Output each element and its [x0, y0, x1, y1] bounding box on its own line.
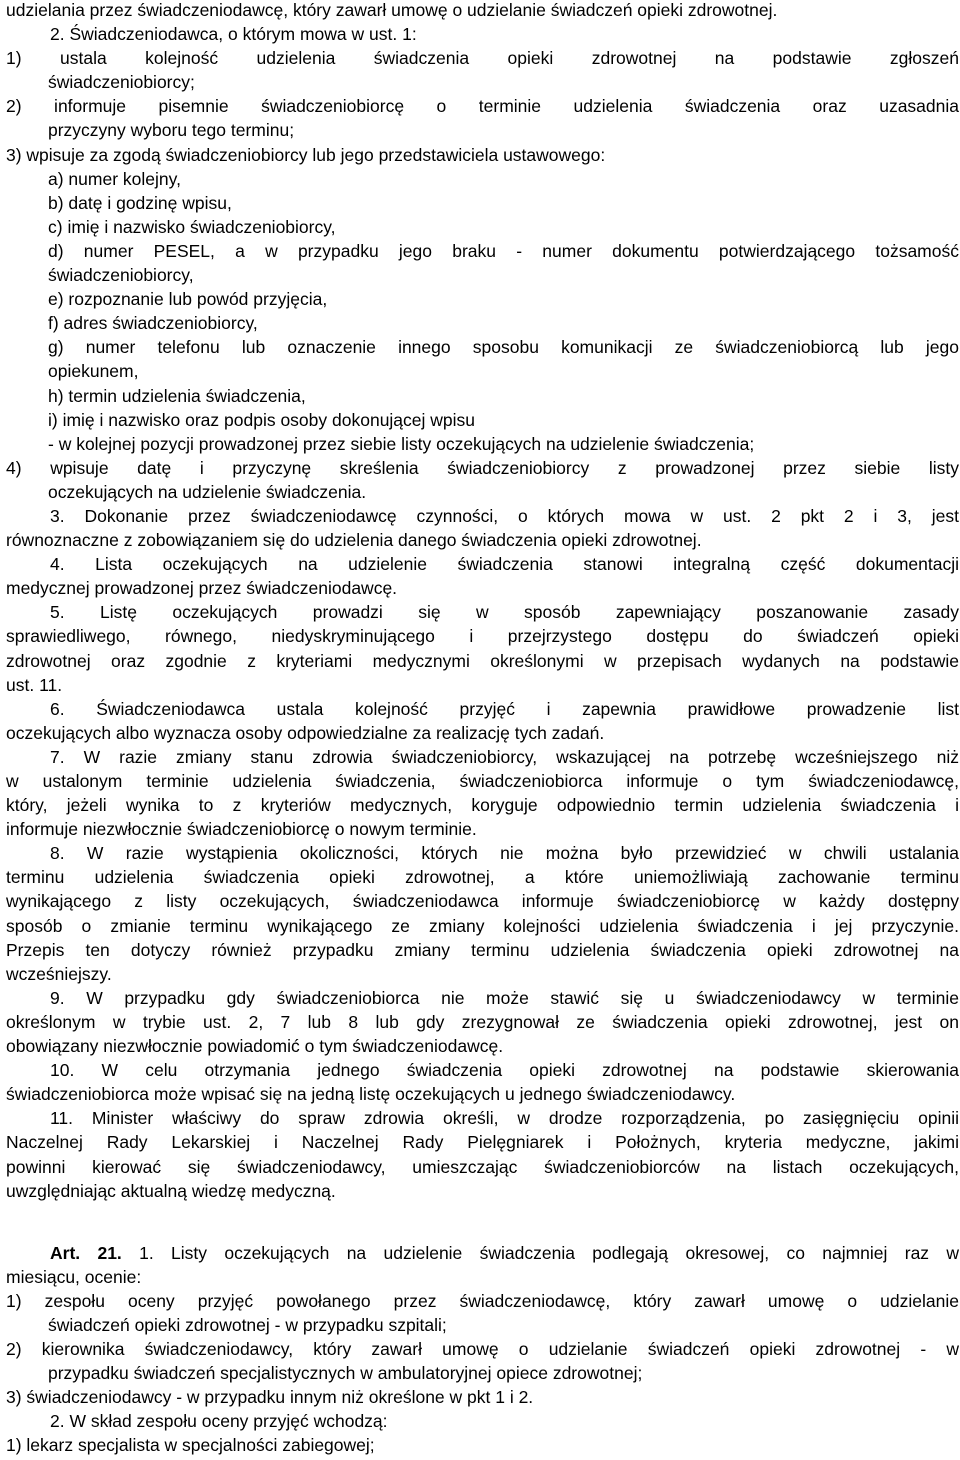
text-line: Przepis ten dotyczy również przypadku zmiany terminu udzielenia świadczenia opieki zdrowotnej na	[6, 939, 959, 960]
list-item: 4) wpisuje datę i przyczynę skreślenia świadczeniobiorcy z prowadzonej przez siebie listy	[6, 457, 959, 478]
sub-list-item: d) numer PESEL, a w przypadku jego braku - numer dokumentu potwierdzającego tożsamość	[48, 240, 959, 261]
text-line: wynikającego z listy oczekujących, świadczeniodawca informuje świadczeniobiorcę w każdy dostępny	[6, 891, 959, 912]
paragraph-first-line: 7. W razie zmiany stanu zdrowia świadczeniobiorcy, wskazującej na potrzebę wcześniejszego niż	[50, 746, 959, 767]
text-line: terminu udzielenia świadczenia opieki zdrowotnej, a które uniemożliwiają zachowanie terminu	[6, 867, 959, 888]
list-item: 2) informuje pisemnie świadczeniobiorcę o terminie udzielenia świadczenia oraz uzasadnia	[6, 96, 959, 117]
text-line: Naczelnej Rady Lekarskiej i Naczelnej Rady Pielęgniarek i Położnych, kryteria medyczne, jakimi	[6, 1132, 959, 1153]
text-line: obowiązany niezwłocznie powiadomić o tym świadczeniodawcę.	[6, 1036, 504, 1057]
paragraph-first-line: 9. W przypadku gdy świadczeniobiorca nie może stawić się u świadczeniodawcy w terminie	[50, 987, 959, 1008]
list-item-continuation: świadczeń opieki zdrowotnej - w przypadku szpitali;	[48, 1314, 447, 1335]
sub-list-item: i) imię i nazwisko oraz podpis osoby dokonującej wpisu	[48, 409, 476, 430]
text-line: uwzględniając aktualną wiedzę medyczną.	[6, 1180, 336, 1201]
article-text: 1. Listy oczekujących na udzielenie świadczenia podlegają okresowej, co najmniej raz w	[121, 1242, 960, 1263]
sub-list-item: b) datę i godzinę wpisu,	[48, 192, 232, 213]
list-item: 1) zespołu oceny przyjęć powołanego przez świadczeniodawcę, który zawarł umowę o udzielanie	[6, 1290, 959, 1311]
list-item-continuation: przyczyny wyboru tego terminu;	[48, 120, 295, 141]
paragraph-first-line: 3. Dokonanie przez świadczeniodawcę czynności, o których mowa w ust. 2 pkt 2 i 3, jest	[50, 505, 959, 526]
sub-list-item: g) numer telefonu lub oznaczenie innego sposobu komunikacji ze świadczeniobiorcą lub jego	[48, 337, 959, 358]
paragraph-first-line: 11. Minister właściwy do spraw zdrowia określi, w drodze rozporządzenia, po zasięgnięciu opinii	[50, 1108, 959, 1129]
text-line: powinni kierować się świadczeniodawcy, umieszczając świadczeniobiorców na listach oczekujących,	[6, 1156, 959, 1177]
sub-list-item: h) termin udzielenia świadczenia,	[48, 385, 306, 406]
paragraph-heading: 2. Świadczeniodawca, o którym mowa w ust. 1:	[50, 24, 417, 45]
text-line: który, jeżeli wynika to z kryteriów medycznych, koryguje odpowiednio termin udzielenia świadczenia i	[6, 795, 959, 816]
sub-list-item: f) adres świadczeniobiorcy,	[48, 313, 258, 334]
text-line: świadczeniobiorca może wpisać się na jedną listę oczekujących u jednego świadczeniodawcy.	[6, 1084, 736, 1105]
paragraph-first-line: 4. Lista oczekujących na udzielenie świadczenia stanowi integralną część dokumentacji	[50, 554, 959, 575]
list-item: 1) lekarz specjalista w specjalności zabiegowej;	[6, 1435, 375, 1456]
article-number: Art. 21.	[50, 1242, 122, 1263]
sub-list-item-continuation: świadczeniobiorcy,	[48, 265, 194, 286]
text-line: zdrowotnej oraz zgodnie z kryteriami medycznymi określonymi w przepisach wydanych na podstawie	[6, 650, 959, 671]
text-line: równoznaczne z zobowiązaniem się do udzielenia danego świadczenia opieki zdrowotnej.	[6, 530, 702, 551]
text-line: medycznej prowadzonej przez świadczeniodawcę.	[6, 578, 398, 599]
text-line: sprawiedliwego, równego, niedyskryminującego i przejrzystego dostępu do świadczeń opieki	[6, 626, 959, 647]
document-page	[6, 0, 959, 1460]
section-spacer	[6, 1205, 959, 1243]
paragraph-first-line: 8. W razie wystąpienia okoliczności, których nie można było przewidzieć w chwili ustalania	[50, 843, 959, 864]
list-item: 1) ustala kolejność udzielenia świadczenia opieki zdrowotnej na podstawie zgłoszeń	[6, 48, 959, 69]
list-item-continuation: oczekujących na udzielenie świadczenia.	[48, 481, 367, 502]
text-line: w ustalonym terminie udzielenia świadczenia, świadczeniobiorca informuje o tym świadczeniodawcę,	[6, 771, 959, 791]
paragraph-first-line: 10. W celu otrzymania jednego świadczenia opieki zdrowotnej na podstawie skierowania	[50, 1060, 959, 1081]
sub-list-item: a) numer kolejny,	[48, 168, 181, 189]
sub-list-item: e) rozpoznanie lub powód przyjęcia,	[48, 289, 328, 310]
article-first-line	[6, 1243, 959, 1267]
list-item: 3) świadczeniodawcy - w przypadku innym niż określone w pkt 1 i 2.	[6, 1387, 534, 1408]
text-line: sposób o zmianie terminu wynikającego ze zmiany kolejności udzielenia świadczenia i jej przyczynie.	[6, 915, 959, 936]
text-line: udzielania przez świadczeniodawcę, który zawarł umowę o udzielanie świadczeń opieki zdrowotnej.	[6, 0, 778, 20]
paragraph-first-line: 5. Listę oczekujących prowadzi się w sposób zapewniający poszanowanie zasady	[50, 602, 959, 623]
list-item: 3) wpisuje za zgodą świadczeniobiorcy lub jego przedstawiciela ustawowego:	[6, 144, 606, 165]
text-line: ust. 11.	[6, 674, 63, 695]
text-line: informuje niezwłocznie świadczeniobiorcę o nowym terminie.	[6, 819, 477, 840]
paragraph-first-line: 6. Świadczeniodawca ustala kolejność przyjęć i zapewnia prawidłowe prowadzenie list	[50, 698, 959, 719]
text-line: określonym w trybie ust. 2, 7 lub 8 lub gdy zrezygnował ze świadczenia opieki zdrowotnej, jest on	[6, 1011, 959, 1032]
text-line: miesiącu, ocenie:	[6, 1266, 142, 1287]
paragraph-heading: 2. W skład zespołu oceny przyjęć wchodzą:	[50, 1411, 388, 1432]
sub-list-item-continuation: opiekunem,	[48, 361, 139, 382]
text-line: oczekujących albo wyznacza osoby odpowiedzialne za realizację tych zadań.	[6, 722, 605, 743]
list-item-continuation: świadczeniobiorcy;	[48, 72, 195, 93]
list-item-continuation: przypadku świadczeń specjalistycznych w ambulatoryjnej opiece zdrowotnej;	[48, 1363, 643, 1384]
list-item: 2) kierownika świadczeniodawcy, który zawarł umowę o udzielanie świadczeń opieki zdrowotnej - w	[6, 1339, 959, 1360]
text-line: wcześniejszy.	[6, 963, 112, 984]
sub-list-item: c) imię i nazwisko świadczeniobiorcy,	[48, 216, 336, 237]
list-closing-text: - w kolejnej pozycji prowadzonej przez siebie listy oczekujących na udzielenie świadczenia;	[48, 433, 755, 454]
